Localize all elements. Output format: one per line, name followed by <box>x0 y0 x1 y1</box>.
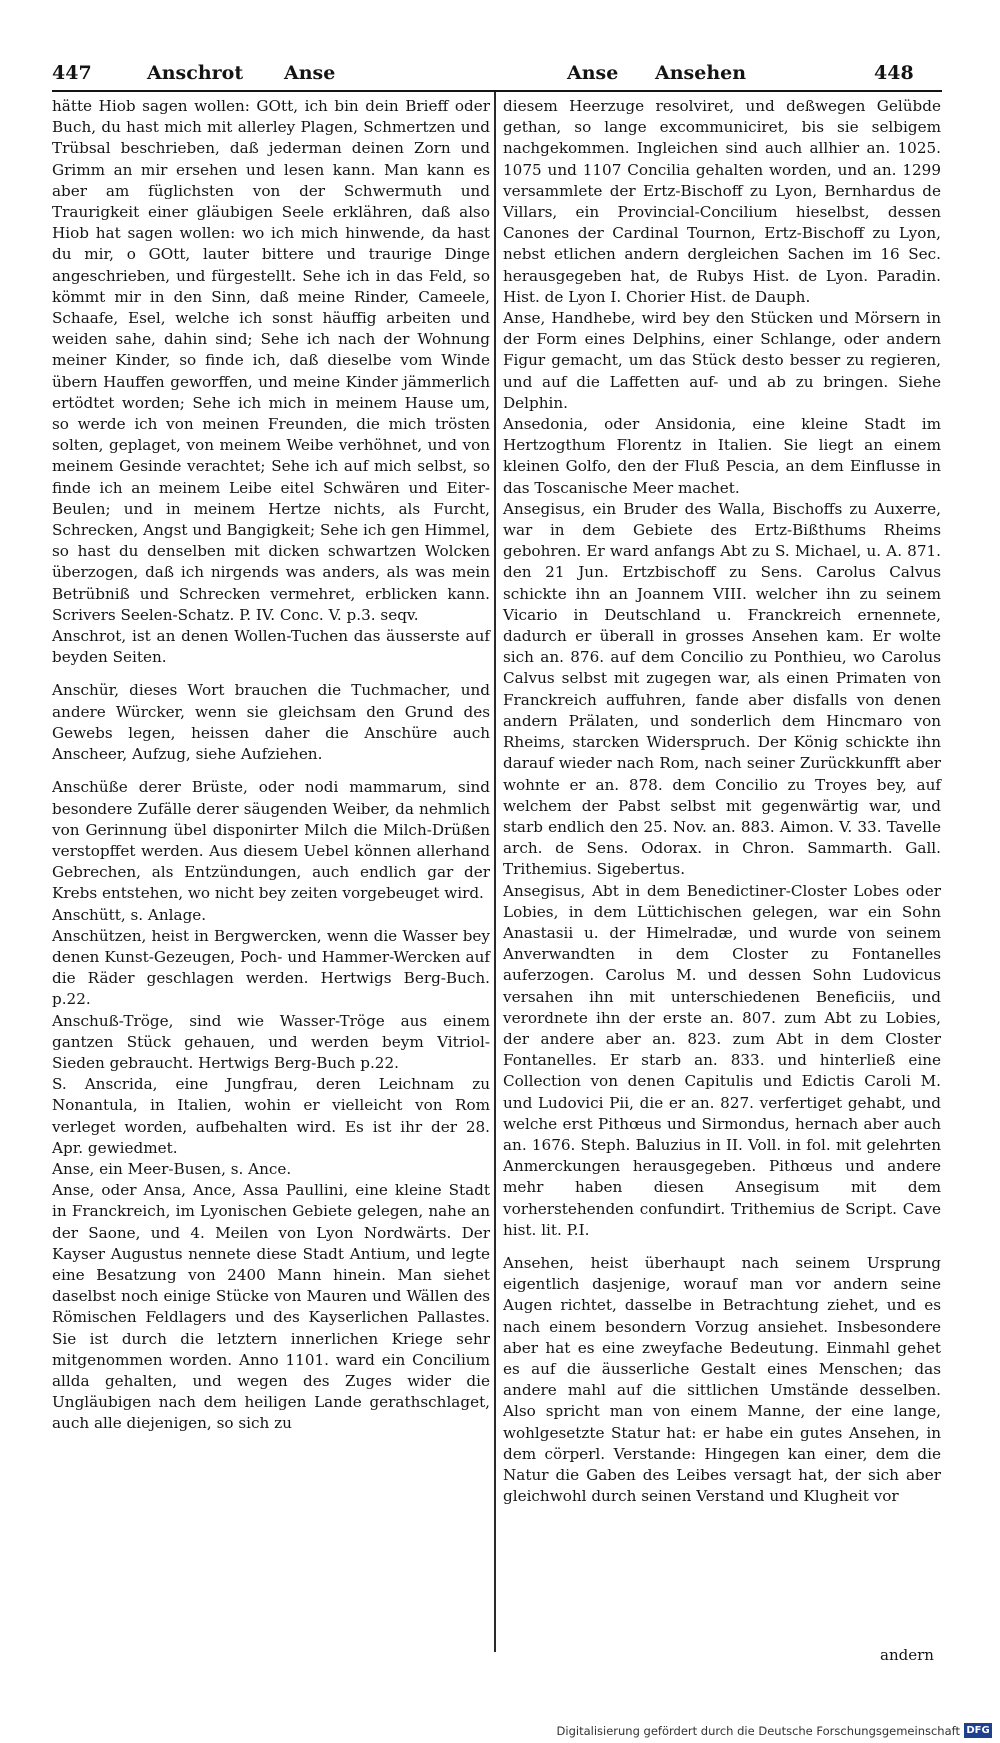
entry-paragraph: Anse, oder Ansa, Ance, Assa Paullini, eine kleine Stadt in Franckreich, im Lyonischen Gebiete gelegen, nahe an der Saone, und 4. Meilen von Lyon Nordwärts. Der Kayser Augustus nennete diese Stadt Antium, und legte eine Besatzung von 2400 Mann hinein. Man siehet daselbst noch einige Stücke von Mauren und Wällen des Römischen Feldlagers und des Kayserlichen Pallastes. Sie ist durch die letztern innerlichen Kriege sehr mitgenommen worden. Anno 1101. ward ein Concilium allda gehalten, und wegen des Zuges wider die Ungläubigen nach dem heiligen Lande gerathschlaget, auch alle diejenigen, so sich zu <box>52 1181 490 1433</box>
entry-paragraph: Anschützen, heist in Bergwercken, wenn die Wasser bey denen Kunst-Gezeugen, Poch- und Hammer-Wercken auf die Räder geschlagen werden. Hertwigs Berg-Buch. p.22. <box>52 926 490 1009</box>
header-keyword-right-2: Ansehen <box>655 62 747 84</box>
entry-paragraph: Anschrot, ist an denen Wollen-Tuchen das äusserste auf beyden Seiten. <box>52 627 490 667</box>
page-number-right: 448 <box>874 62 914 84</box>
entry-paragraph: Anse, Handhebe, wird bey den Stücken und Mörsern in der Form eines Delphins, einer Schlange, oder andern Figur gemacht, um das Stück desto besser zu regieren, und auf die Laffetten auf- und ab zu bringen. Siehe Delphin. <box>503 309 941 412</box>
entry-paragraph: Ansegisus, ein Bruder des Walla, Bischoffs zu Auxerre, war in dem Gebiete des Ertz-Bißthums Rheims gebohren. Er ward anfangs Abt zu S. Michael, u. A. 871. den 21 Jun. Ertzbischoff zu Sens. Carolus Calvus schickte ihn an Joannem VIII. welcher ihn zu seinem Vicario in Deutschland u. Franckreich ernennete, dadurch er überall in grosses Ansehen kam. Er wolte sich an. 876. auf dem Concilio zu Ponthieu, wo Carolus Calvus selbst mit zugegen war, als einen Primaten von Franckreich auffuhren, fande aber disfalls von denen andern Prälaten, und sonderlich dem Hincmaro von Rheims, starcken Widerspruch. Der König schickte ihn darauf wieder nach Rom, nach seiner Zurückkunfft aber wohnte er an. 878. dem Concilio zu Troyes bey, auf welchem der Pabst selbst mit gegenwärtig war, und starb endlich den 25. Nov. an. 883. Aimon. V. 33. Tavelle arch. de Sens. Odorax. in Chron. Sammarth. Gall. Trithemius. Sigebertus. <box>503 499 941 879</box>
right-column <box>503 96 941 1507</box>
digitization-footer <box>0 1721 1000 1743</box>
header-rule <box>52 90 942 92</box>
running-header <box>52 58 937 90</box>
entry-paragraph: Anschür, dieses Wort brauchen die Tuchmacher, und andere Würcker, wenn sie gleichsam den Grund des Gewebs legen, heissen daher die Anschüre auch Anscheer, Aufzug, siehe Aufziehen. <box>52 681 490 764</box>
entry-paragraph: Anschuß-Tröge, sind wie Wasser-Tröge aus einem gantzen Stück gehauen, und werden beym Vitriol-Sieden gebraucht. Hertwigs Berg-Buch p.22. <box>52 1011 490 1072</box>
left-column <box>52 96 490 1435</box>
entry-paragraph: Anschüße derer Brüste, oder nodi mammarum, sind besondere Zufälle derer säugenden Weiber, da nehmlich von Gerinnung übel disponirter Milch die Milch-Drüßen verstopffet werden. Aus diesem Uebel können allerhand Gebrechen, als Entzündungen, auch endlich gar der Krebs entstehen, wo nicht bey zeiten vorgebeuget wird. <box>52 778 490 903</box>
footer-credit-text: Digitalisierung gefördert durch die Deutsche Forschungsgemeinschaft <box>556 1724 960 1738</box>
entry-paragraph: Ansedonia, oder Ansidonia, eine kleine Stadt im Hertzogthum Florentz in Italien. Sie liegt an einem kleinen Golfo, den der Fluß Pescia, an dem Einflusse in das Toscanische Meer machet. <box>503 415 941 497</box>
entry-paragraph: Anse, ein Meer-Busen, s. Ance. <box>52 1159 292 1178</box>
entry-paragraph: Ansehen, heist überhaupt nach seinem Ursprung eigentlich dasjenige, worauf man vor andern seine Augen richtet, dasselbe in Betrachtung ziehet, und es nach einem besondern Vorzug ansiehet. Insbesondere aber hat es eine zweyfache Bedeutung. Einmahl gehet es auf die äusserliche Gestalt eines Menschen; das andere mahl auf die sittlichen Umstände desselben. Also spricht man von einem Manne, der eine lange, wohlgesetzte Statur hat: er habe ein gutes Ansehen, in dem cörperl. Verstande: Hingegen kan einer, dem die Natur die Gaben des Leibes versagt hat, der sich aber gleichwohl durch seinen Verstand und Klugheit vor <box>503 1253 941 1506</box>
header-keyword-left: Anschrot <box>147 62 244 84</box>
entry-paragraph: hätte Hiob sagen wollen: GOtt, ich bin dein Brieff oder Buch, du hast mich mit allerley Plagen, Schmertzen und Trübsal beschrieben, daß jederman deinen Zorn und Grimm an mir ersehen und lesen kann. Man kann es aber am füglichsten von der Schwermuth und Traurigkeit einer gläubigen Seele erklähren, daß also Hiob hat sagen wollen: wo ich mich hinwende, da hast du mir, o GOtt, lauter bittere und traurige Dinge angeschrieben, und fürgestellt. Sehe ich in das Feld, so kömmt mir in den Sinn, daß meine Rinder, Cameele, Schaafe, Esel, welche ich sonst häuffig arbeiten und weiden sahe, dahin sind; Sehe ich nach der Wohnung meiner Kinder, so finde ich, daß dieselbe vom Winde übern Hauffen geworffen, und meine Kinder jämmerlich ertödtet worden; Sehe ich mich in meinem Hause um, so werde ich von meinen Freunden, die mich trösten solten, geplaget, von meinem Weibe verhöhnet, und von meinem Gesinde verachtet; Sehe ich auf mich selbst, so finde ich an meinem Leibe eitel Schwären und Eiter-Beulen; und in meinem Hertze nichts, als Furcht, Schrecken, Angst und Bangigkeit; Sehe ich gen Himmel, so hast du denselben mit dicken schwartzen Wolcken überzogen, daß ich nirgends was anders, als was mein Betrübniß und Schrecken vermehret, erblicken kann. Scrivers Seelen-Schatz. P. IV. Conc. V. p.3. seqv. <box>52 97 490 624</box>
entry-paragraph: Anschütt, s. Anlage. <box>52 905 207 924</box>
entry-paragraph: diesem Heerzuge resolviret, und deßwegen Gelübde gethan, so lange excommuniciret, bis sie selbigem nachgekommen. Ingleichen sind auch allhier an. 1025. 1075 und 1107 Concilia gehalten worden, und an. 1299 versammlete der Ertz-Bischoff zu Lyon, Bernhardus de Villars, ein Provincial-Concilium hieselbst, dessen Canones der Cardinal Tournon, Ertz-Bischoff zu Lyon, nebst etlichen andern dergleichen Sachen im 16 Sec. herausgegeben hat, de Rubys Hist. de Lyon. Paradin. Hist. de Lyon I. Chorier Hist. de Dauph. <box>503 97 941 306</box>
header-keyword-right: Anse <box>567 62 619 84</box>
entry-paragraph: Ansegisus, Abt in dem Benedictiner-Closter Lobes oder Lobies, in dem Lüttichischen gelegen, war ein Sohn Anastasii u. der Himelradæ, und wurde von seinem Anverwandten in dem Closter zu Fontanelles auferzogen. Carolus M. und dessen Sohn Ludovicus versahen ihn mit unterschiedenen Beneficiis, und verordnete ihn der erste an. 807. zum Abt zu Lobies, der andere aber an. 823. zum Abt in dem Closter Fontanelles. Er starb an. 833. und hinterließ eine Collection von denen Capitulis und Edictis Caroli M. und Ludovici Pii, die er an. 827. verfertiget gehabt, und welche erst Pithœus und Sirmondus, hernach aber auch an. 1676. Steph. Baluzius in II. Voll. in fol. mit gelehrten Anmerckungen herausgegeben. Pithœus und andere mehr haben diesen Ansegisum mit dem vorherstehenden confundirt. Trithemius de Script. Cave hist. lit. P.I. <box>503 881 941 1239</box>
column-divider <box>494 92 496 1652</box>
page-number-left: 447 <box>52 62 92 84</box>
dfg-logo: DFG <box>964 1723 992 1738</box>
entry-paragraph: S. Anscrida, eine Jungfrau, deren Leichnam zu Nonantula, in Italien, wohin er vielleicht von Rom verleget worden, aufbehalten wird. Es ist ihr der 28. Apr. gewiedmet. <box>52 1075 490 1157</box>
header-keyword-left-2: Anse <box>284 62 336 84</box>
catchword: andern <box>880 1646 934 1664</box>
